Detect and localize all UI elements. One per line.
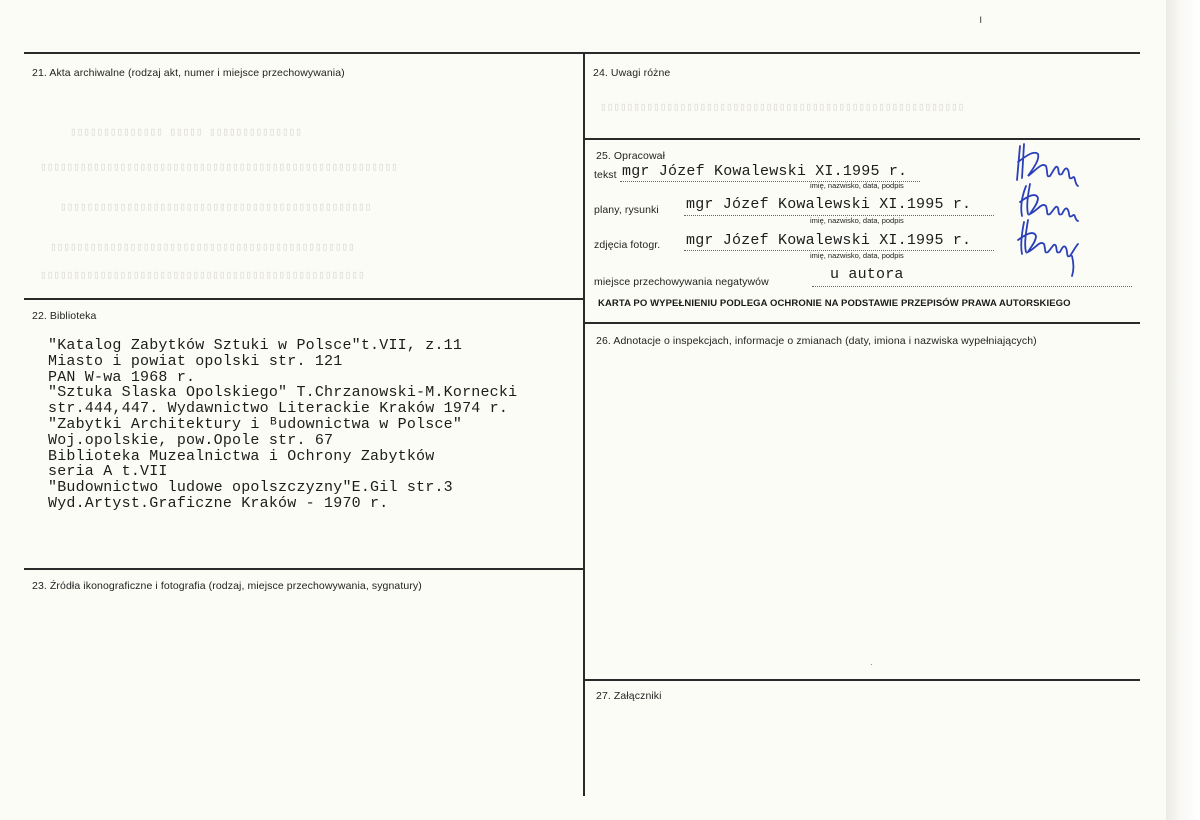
label-tekst: tekst (594, 169, 617, 181)
biblioteka-entries (48, 338, 517, 512)
label-zrodla-ikonograficzne: 23. Źródła ikonograficzne i fotografia (rodzaj, miejsce przechowywania, sygnatury) (32, 580, 422, 592)
signature-plany (1016, 182, 1080, 222)
bib-line: "Budownictwo ludowe opolszczyzny"E.Gil str.3 (48, 479, 453, 497)
top-rule (24, 52, 1140, 54)
center-divider (583, 52, 585, 796)
show-through: ▯▯▯▯▯▯▯▯▯▯▯▯▯▯ ▯▯▯▯▯ ▯▯▯▯▯▯▯▯▯▯▯▯▯▯ (70, 127, 302, 139)
bib-line: Miasto i powiat opolski str. 121 (48, 352, 343, 370)
label-plany-rysunki: plany, rysunki (594, 204, 659, 216)
bib-line: "Zabytki Architektury i ᴮudownictwa w Polsce" (48, 415, 463, 433)
rule-22-23 (24, 568, 585, 570)
label-opracowal: 25. Opracował (596, 150, 666, 162)
paper-edge (1166, 0, 1200, 820)
bib-line: PAN W-wa 1968 r. (48, 368, 196, 386)
negatywy-underline (812, 286, 1132, 287)
label-miejsce-negatywow: miejsce przechowywania negatywów (594, 276, 769, 288)
bib-line: "Katalog Zabytków Sztuki w Polsce"t.VII, z.11 (48, 337, 463, 354)
show-through: ▯▯▯▯▯▯▯▯▯▯▯▯▯▯▯▯▯▯▯▯▯▯▯▯▯▯▯▯▯▯▯▯▯▯▯▯▯▯▯▯▯▯▯▯▯▯▯▯▯▯▯▯▯▯ (40, 162, 398, 174)
caption-tekst: imię, nazwisko, data, podpis (810, 181, 904, 190)
signature-tekst (1012, 140, 1082, 188)
label-biblioteka: 22. Biblioteka (32, 310, 97, 322)
show-through: ▯▯▯▯▯▯▯▯▯▯▯▯▯▯▯▯▯▯▯▯▯▯▯▯▯▯▯▯▯▯▯▯▯▯▯▯▯▯▯▯▯▯▯▯▯▯ (50, 242, 355, 254)
bib-line: "Sztuka Slaska Opolskiego" T.Chrzanowski-M.Kornecki (48, 384, 518, 402)
copyright-notice: KARTA PO WYPEŁNIENIU PODLEGA OCHRONIE NA PODSTAWIE PRZEPISÓW PRAWA AUTORSKIEGO (598, 298, 1071, 309)
show-through: ▯▯▯▯▯▯▯▯▯▯▯▯▯▯▯▯▯▯▯▯▯▯▯▯▯▯▯▯▯▯▯▯▯▯▯▯▯▯▯▯▯▯▯▯▯▯▯▯▯ (40, 270, 365, 282)
stray-mark: · (870, 660, 873, 669)
bib-line: seria A t.VII (48, 463, 168, 481)
bib-line: Woj.opolskie, pow.Opole str. 67 (48, 431, 334, 449)
signature-zdjecia (1014, 218, 1084, 278)
rule-25-26 (583, 322, 1140, 324)
rule-21-22 (24, 298, 585, 300)
caption-plany: imię, nazwisko, data, podpis (810, 216, 904, 225)
plany-value: mgr Józef Kowalewski XI.1995 r. (686, 196, 972, 213)
show-through: ▯▯▯▯▯▯▯▯▯▯▯▯▯▯▯▯▯▯▯▯▯▯▯▯▯▯▯▯▯▯▯▯▯▯▯▯▯▯▯▯▯▯▯▯▯▯▯▯▯▯▯▯▯▯▯ (600, 102, 965, 114)
label-akta-archiwalne: 21. Akta archiwalne (rodzaj akt, numer i miejsce przechowywania) (32, 67, 345, 79)
label-uwagi-rozne: 24. Uwagi różne (593, 67, 671, 79)
label-zalaczniki: 27. Załączniki (596, 690, 662, 702)
label-zdjecia-fotogr: zdjęcia fotogr. (594, 239, 661, 251)
show-through: ▯▯▯▯▯▯▯▯▯▯▯▯▯▯▯▯▯▯▯▯▯▯▯▯▯▯▯▯▯▯▯▯▯▯▯▯▯▯▯▯▯▯▯▯▯▯▯ (60, 202, 372, 214)
caption-zdjecia: imię, nazwisko, data, podpis (810, 251, 904, 260)
bib-line: str.444,447. Wydawnictwo Literackie Kraków 1974 r. (48, 400, 509, 418)
zdjecia-value: mgr Józef Kowalewski XI.1995 r. (686, 232, 972, 249)
bib-line: Biblioteka Muzealnictwa i Ochrony Zabytków (48, 447, 435, 465)
rule-26-27 (583, 679, 1140, 681)
stray-mark: ı (979, 12, 983, 26)
label-adnotacje: 26. Adnotacje o inspekcjach, informacje o zmianach (daty, imiona i nazwiska wypełniających) (596, 335, 1037, 347)
bib-line: Wyd.Artyst.Graficzne Kraków - 1970 r. (48, 494, 389, 512)
negatywy-value: u autora (830, 266, 904, 283)
tekst-value: mgr Józef Kowalewski XI.1995 r. (622, 163, 908, 180)
